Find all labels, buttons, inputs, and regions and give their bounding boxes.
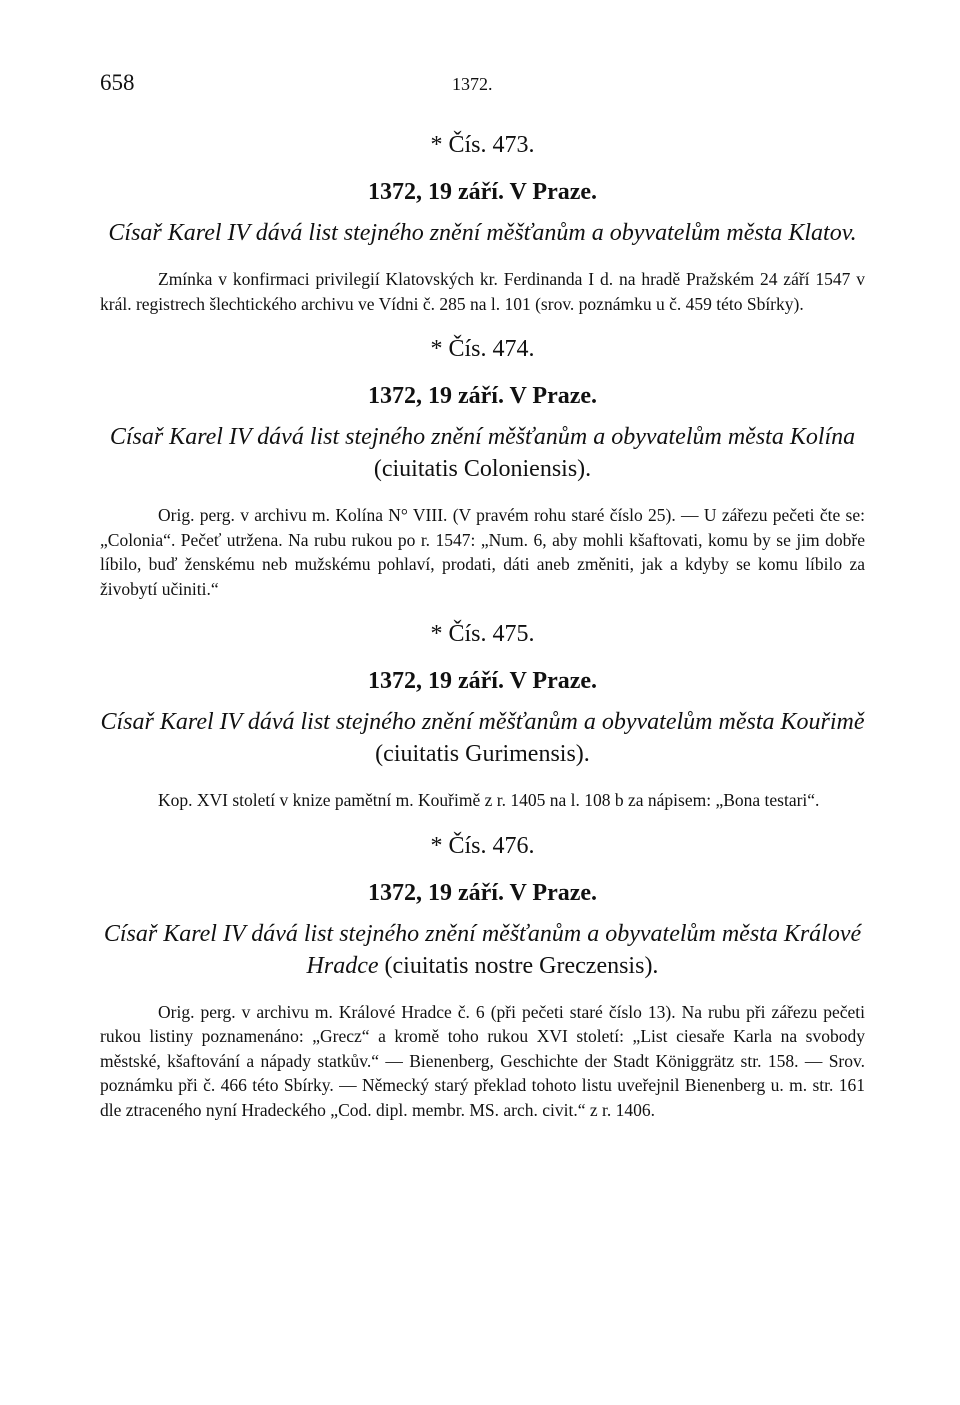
running-head — [100, 70, 865, 100]
entry-473 — [100, 130, 865, 316]
entry-date: 1372, 19 září. V Praze. — [367, 879, 598, 906]
entry-body-text: Orig. perg. v archivu m. Kolína N° VIII. (V pravém rohu staré číslo 25). — U zářezu pečeti čte se: „Colonia“. Pečeť utržena. Na rubu rukou po r. 1547: „Num. 6, aby mohli kšaftovati, komu by se jim dobře líbilo, buď ženskému neb mužskému pohlaví, prodati, dáti aneb změniti, jak a kdyby se komu líbilo za živobytí učiniti.“ — [100, 505, 865, 599]
entry-number: * Čís. 473. — [430, 132, 535, 158]
entry-date: 1372, 19 září. V Praze. — [367, 179, 598, 205]
entry-heading-roman: (ciuitatis nostre Greczensis). — [378, 952, 659, 979]
entry-date: 1372, 19 září. V Praze. — [367, 383, 598, 409]
entry-number: * Čís. 474. — [430, 336, 535, 362]
entry-474 — [100, 334, 865, 601]
entry-heading — [100, 918, 865, 982]
entry-heading-roman: (ciuitatis Coloniensis). — [373, 456, 592, 482]
entry-heading-italic: Císař Karel IV dává list stejného znění měšťanům a obyvatelům města Kolína — [109, 424, 856, 450]
running-title: 1372. — [452, 74, 493, 94]
entry-heading — [100, 217, 865, 249]
entry-475 — [100, 619, 865, 813]
entry-number: * Čís. 475. — [430, 621, 535, 647]
entry-body-text: Kop. XVI století v knize pamětní m. Kouřimě z r. 1405 na l. 108 b za nápisem: „Bona testari“. — [158, 790, 820, 810]
entry-number: * Čís. 476. — [430, 832, 535, 859]
entry-body — [100, 267, 865, 316]
entry-date: 1372, 19 září. V Praze. — [367, 668, 598, 694]
entry-body-text: Orig. perg. v archivu m. Králové Hradce č. 6 (při pečeti staré číslo 13). Na rubu při zářezu pečeti rukou listiny poznamenáno: „Grecz“ a kromě toho rukou XVI století: „List ciesaře Karla na svobody městské, kšaftování a nápady statkův.“ — Bienenberg, Geschichte der Stadt Königgrätz str. 158. — Srov. poznámku při č. 466 této Sbírky. — Německý starý překlad tohoto listu uveřejnil Bienenberg u. m. str. 161 dle ztraceného nyní Hradeckého „Cod. dipl. membr. MS. arch. civit.“ z r. 1406. — [100, 1001, 865, 1120]
entry-heading-italic: Císař Karel IV dává list stejného znění měšťanům a obyvatelům města Klatov. — [108, 220, 857, 246]
entry-heading-italic: Císař Karel IV dává list stejného znění měšťanům a obyvatelům města Králové Hradce — [103, 920, 862, 979]
entry-body — [100, 1000, 865, 1123]
entry-heading — [100, 421, 865, 485]
entry-heading — [100, 706, 865, 770]
entry-body-text: Zmínka v konfirmaci privilegií Klatovských kr. Ferdinanda I d. na hradě Pražském 24 září 1547 v král. registrech šlechtického archivu ve Vídni č. 285 na l. 101 (srov. poznámku u č. 459 této Sbírky). — [100, 269, 865, 314]
entry-body — [100, 503, 865, 601]
entry-heading-roman: (ciuitatis Gurimensis). — [375, 741, 590, 767]
entry-body — [100, 788, 865, 813]
entry-476 — [100, 831, 865, 1123]
page-number: 658 — [100, 70, 135, 95]
page-content — [100, 130, 865, 1140]
entry-heading-italic: Císař Karel IV dává list stejného znění měšťanům a obyvatelům města Kouřimě — [100, 709, 865, 735]
